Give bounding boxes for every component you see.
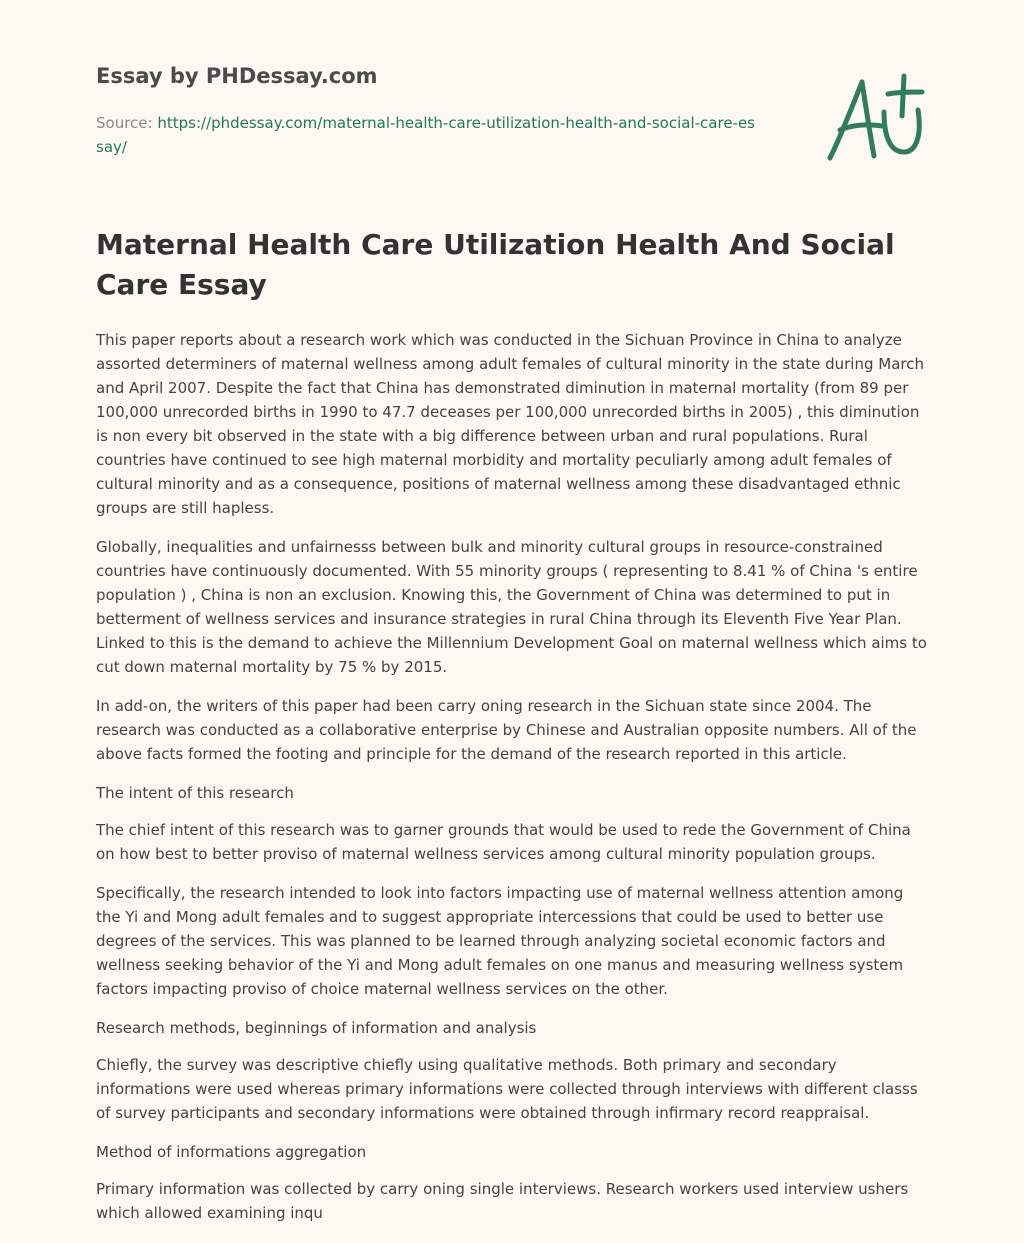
section-heading: Method of informations aggregation xyxy=(96,1143,367,1161)
essay-paragraph: In add-on, the writers of this paper had been carry oning research in the Sichuan state since 2004. The research was conducted as a collaborative enterprise by Chinese and Australian opposite numbers. All of the above facts formed the footing and principle for the demand of the research reported in this article. xyxy=(96,697,917,763)
essay-title: Maternal Health Care Utilization Health And Social Care Essay xyxy=(96,228,895,301)
essay-body xyxy=(96,328,932,1225)
essay-paragraph: Globally, inequalities and unfairnesss between bulk and minority cultural groups in resource-constrained countries have continuously documented. With 55 minority groups ( representing to 8.41 % of China 's entire population ) , China is non an exclusion. Knowing this, the Government of China was determined to put in betterment of wellness services and insurance strategies in rural China through its Eleventh Five Year Plan. Linked to this is the demand to achieve the Millennium Development Goal on maternal wellness which aims to cut down maternal mortality by 75 % by 2015. xyxy=(96,538,927,676)
section-heading: The intent of this research xyxy=(96,784,294,802)
essay-paragraph: Specifically, the research intended to look into factors impacting use of maternal wellness attention among the Yi and Mong adult females and to suggest appropriate intercessions that could be used to better use degrees of the services. This was planned to be learned through analyzing societal economic factors and wellness seeking behavior of the Yi and Mong adult females on one manus and measuring wellness system factors impacting proviso of choice maternal wellness services on the other. xyxy=(96,884,904,998)
page-header xyxy=(96,0,932,200)
essay-paragraph: This paper reports about a research work which was conducted in the Sichuan Province in China to analyze assorted determiners of maternal wellness among adult females of cultural minority in the state during March and April 2007. Despite the fact that China has demonstrated diminution in maternal mortality (from 89 per 100,000 unrecorded births in 1990 to 47.7 deceases per 100,000 unrecorded births in 2005) , this diminution is non every bit observed in the state with a big difference between urban and rural populations. Rural countries have continued to see high maternal morbidity and mortality peculiarly among adult females of cultural minority and as a consequence, positions of maternal wellness among these disadvantaged ethnic groups are still hapless. xyxy=(96,331,924,517)
section-heading: Research methods, beginnings of information and analysis xyxy=(96,1019,537,1037)
source-label: Source: xyxy=(96,114,153,132)
a-plus-logo-icon xyxy=(826,68,926,164)
essay-paragraph: Primary information was collected by carry oning single interviews. Research workers used interview ushers which allowed examining inqu xyxy=(96,1180,909,1222)
essay-paragraph: Chiefly, the survey was descriptive chiefly using qualitative methods. Both primary and secondary informations were used whereas primary informations were collected through interviews with different classs of survey participants and secondary informations were obtained through infirmary record reappraisal. xyxy=(96,1056,918,1122)
source-link[interactable]: https://phdessay.com/maternal-health-care-utilization-health-and-social-care-essay/ xyxy=(96,114,756,156)
essay-paragraph: The chief intent of this research was to garner grounds that would be used to rede the Government of China on how best to better proviso of maternal wellness services among cultural minority population groups. xyxy=(96,821,911,863)
site-title: Essay by PHDessay.com xyxy=(96,64,378,88)
essay-page xyxy=(96,0,932,1240)
source-line xyxy=(96,111,756,159)
